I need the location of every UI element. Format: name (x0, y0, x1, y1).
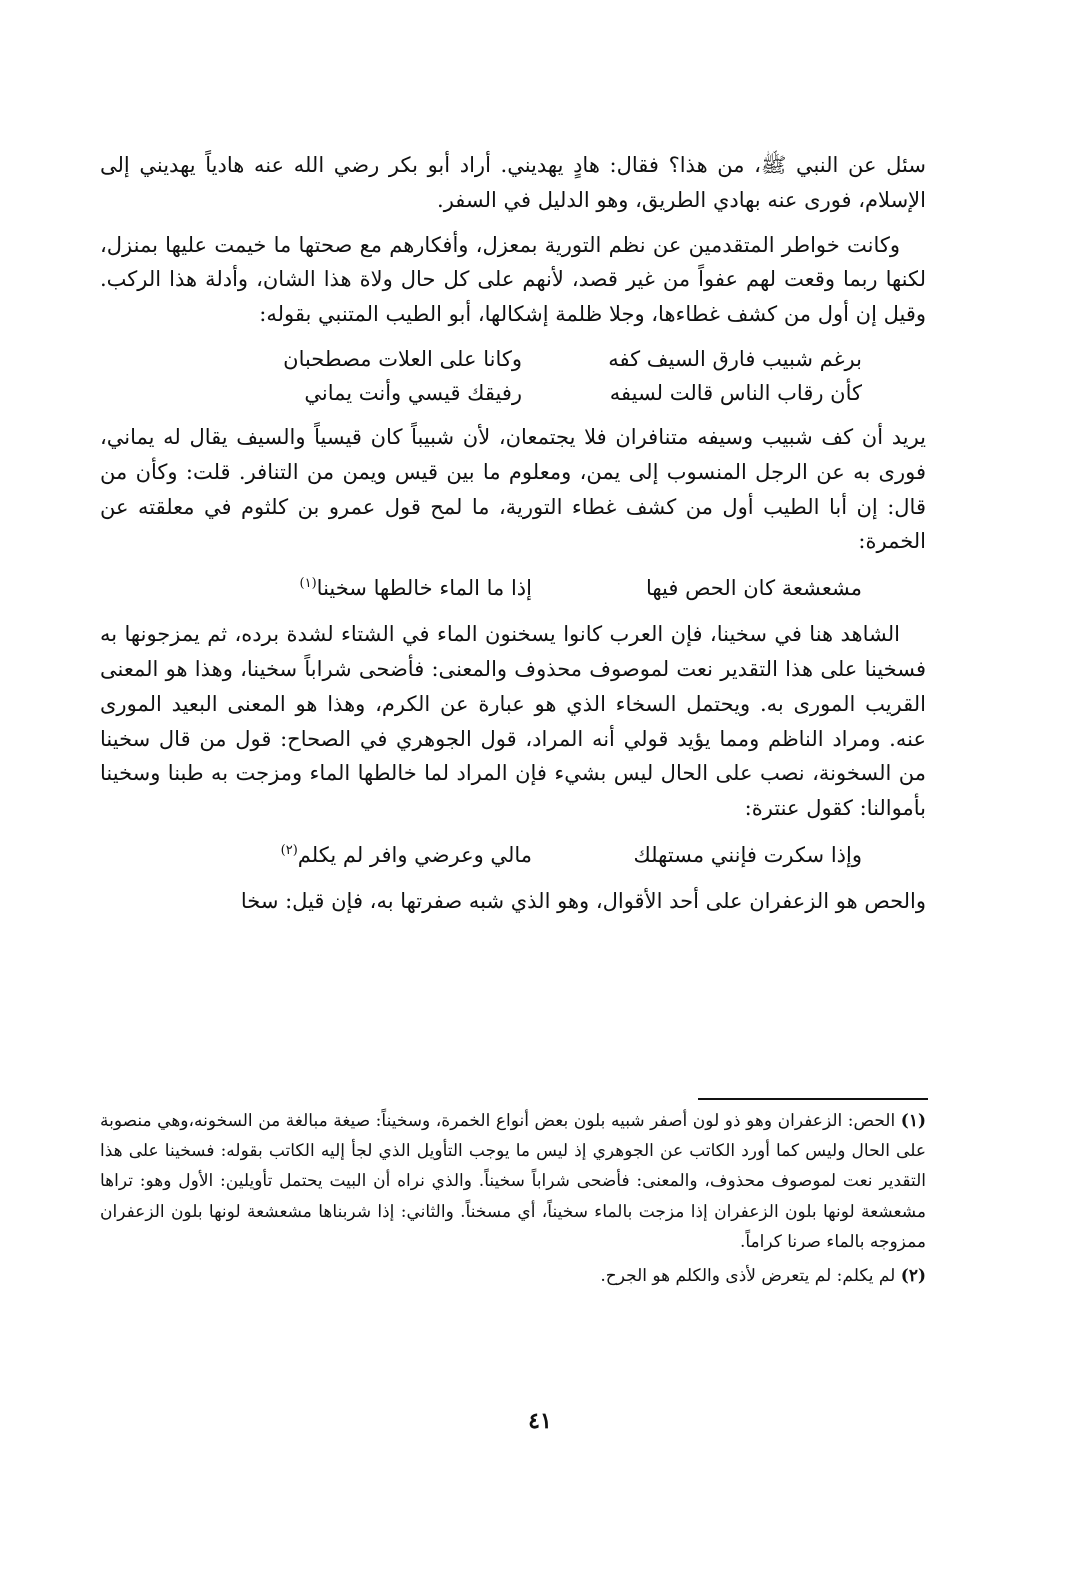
footnote-item (100, 1261, 926, 1291)
verse-hemistich: كأن رقاب الناس قالت لسيفه (609, 380, 862, 405)
footnote-text: الحص: الزعفران وهو ذو لون أصفر شبيه بلون بعض أنواع الخمرة، وسخيناً: صيغة مبالغة من السخونه،وهي منصوبة على الحال وليس كما أورد الكاتب عن الجوهري إذ ليس ما يوجب التأويل الذي لجأ إليه الكاتب بقوله: فسخينا على هذا التقدير نعت لموصوف محذوف، والمعنى: فأضحى شراباً سخيناً. والذي نراه أن البيت يحتمل تأويلين: الأول وهو: تراها مشعشعة لونها بلون الزعفران إذا مزجت بالماء سخيناً، أي مسخناً. والثاني: إذا شربناها مشعشعة لونها بلون الزعفران ممزوجه بالماء صرنا كراماً. (100, 1111, 926, 1252)
verse-hemistich: رفيقك قيسي وأنت يماني (304, 380, 522, 405)
footnote-text: لم يكلم: لم يتعرض لأذى والكلم هو الجرح. (600, 1266, 896, 1287)
main-text (100, 148, 926, 919)
verse-hemistich-wrap (172, 838, 532, 872)
footnote-ref: (٢) (280, 842, 298, 858)
verse-hemistich: إذا ما الماء خالطها سخينا (316, 576, 532, 601)
paragraph-4: الشاهد هنا في سخينا، فإن العرب كانوا يسخنون الماء في الشتاء لشدة برده، ثم يمزجونها به فسخينا على هذا التقدير نعت لموصوف محذوف والمعنى: فأضحى شراباً سخينا، وهذا هو المعنى القريب المورى به. ويحتمل السخاء الذي هو عبارة عن الكرم، وهذا هو المعنى البعيد المورى عنه. ومراد الناظم ومما يؤيد قولي أنه المراد، قول الجوهري في الصحاح: قول من قال سخينا من السخونة، نصب على الحال ليس بشيء فإن المراد لما خالطها الماء ومزجت به طبنا وسخينا بأموالنا: كقول عنترة: (100, 622, 926, 821)
verse-hemistich: وكانا على العلات مصطحبان (283, 346, 522, 371)
paragraph-2: وكانت خواطر المتقدمين عن نظم التورية بمعزل، وأفكارهم مع صحتها ما خيمت عليها بمنزل، لكنها ربما وقعت لهم عفواً من غير قصد، لأنهم على كل حال ولاة هذا الشان، وأدلة هذا الركب. وقيل إن أول من كشف غطاءها، وجلا ظلمة إشكالها، أبو الطيب المتنبي بقوله: (100, 232, 926, 327)
footnote-number: (١) (900, 1111, 926, 1131)
page-number: ٤١ (528, 1408, 552, 1434)
verse-hemistich: برغم شبيب فارق السيف كفه (608, 346, 862, 371)
footnote-ref: (١) (299, 576, 317, 592)
footnote-number: (٢) (900, 1266, 926, 1287)
verse-hemistich: مالي وعرضي وافر لم يكلم (297, 842, 532, 867)
verse-amr-ibn-kulthum (100, 571, 926, 605)
verse-hemistich-wrap (172, 571, 532, 605)
footnotes (100, 1106, 926, 1291)
paragraph-1: سئل عن النبي ﷺ، من هذا؟ فقال: هادٍ يهديني. أراد أبو بكر رضي الله عنه هادياً يهديني إلى الإسلام، فورى عنه بهادي الطريق، وهو الدليل في السفر. (100, 153, 926, 212)
paragraph-3: يريد أن كف شبيب وسيفه متنافران فلا يجتمعان، لأن شبيباً كان قيسياً والسيف يقال له يماني، فورى به عن الرجل المنسوب إلى يمن، ومعلوم ما بين قيس ويمن من التنافر. قلت: وكأن من قال: إن أبا الطيب أول من كشف غطاء التورية، ما لمح قول عمرو بن كلثوم في معلقته عن الخمرة: (100, 424, 926, 554)
verse-hemistich: وإذا سكرت فإنني مستهلك (633, 842, 862, 867)
footnote-divider (698, 1098, 928, 1100)
verse-hemistich: مشعشعة كان الحص فيها (645, 576, 862, 601)
verse-antara (100, 838, 926, 872)
verse-mutanabbi (100, 342, 926, 410)
paragraph-5: والحص هو الزعفران على أحد الأقوال، وهو الذي شبه صفرتها به، فإن قيل: سخا (240, 888, 926, 913)
footnote-item (100, 1106, 926, 1257)
